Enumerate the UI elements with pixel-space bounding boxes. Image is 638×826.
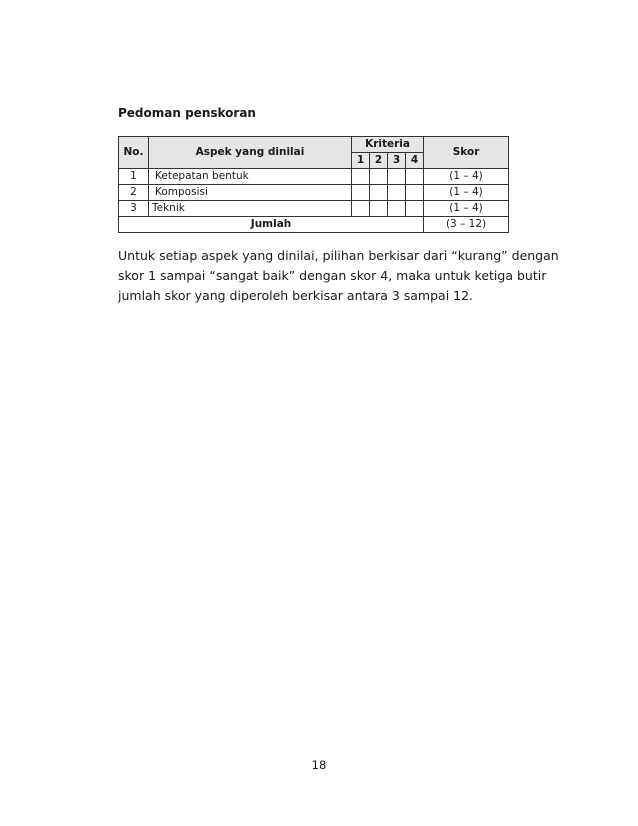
row-skor: (1 – 4)	[424, 201, 509, 217]
row-aspek: Teknik	[149, 201, 352, 217]
row-no: 2	[119, 185, 149, 201]
kriteria-level-3: 3	[388, 153, 406, 169]
table-row	[119, 169, 509, 185]
kriteria-cell	[352, 201, 370, 217]
table-row	[119, 201, 509, 217]
kriteria-cell	[388, 169, 406, 185]
section-heading: Pedoman penskoran	[118, 106, 256, 120]
row-skor: (1 – 4)	[424, 185, 509, 201]
explanation-paragraph: Untuk setiap aspek yang dinilai, pilihan berkisar dari “kurang” dengan skor 1 sampai “sangat baik” dengan skor 4, maka untuk ketiga butir jumlah skor yang diperoleh berkisar antara 3 sampai 12.	[118, 248, 559, 303]
kriteria-cell	[352, 185, 370, 201]
scoring-table	[118, 136, 509, 233]
kriteria-level-2: 2	[370, 153, 388, 169]
row-no: 1	[119, 169, 149, 185]
kriteria-cell	[406, 201, 424, 217]
kriteria-level-4: 4	[406, 153, 424, 169]
table-row	[119, 185, 509, 201]
kriteria-level-1: 1	[352, 153, 370, 169]
row-no: 3	[119, 201, 149, 217]
kriteria-cell	[370, 185, 388, 201]
kriteria-cell	[388, 201, 406, 217]
kriteria-cell	[370, 201, 388, 217]
row-skor: (1 – 4)	[424, 169, 509, 185]
page-number: 18	[311, 758, 327, 772]
header-aspek: Aspek yang dinilai	[149, 137, 352, 169]
kriteria-cell	[352, 169, 370, 185]
total-label: Jumlah	[119, 217, 424, 233]
kriteria-cell	[406, 185, 424, 201]
header-skor: Skor	[424, 137, 509, 169]
table-header-row	[119, 137, 509, 153]
header-no: No.	[119, 137, 149, 169]
header-kriteria: Kriteria	[352, 137, 424, 153]
row-aspek: Ketepatan bentuk	[149, 169, 352, 185]
table-total-row	[119, 217, 509, 233]
kriteria-cell	[388, 185, 406, 201]
kriteria-cell	[406, 169, 424, 185]
total-skor: (3 – 12)	[424, 217, 509, 233]
kriteria-cell	[370, 169, 388, 185]
row-aspek: Komposisi	[149, 185, 352, 201]
